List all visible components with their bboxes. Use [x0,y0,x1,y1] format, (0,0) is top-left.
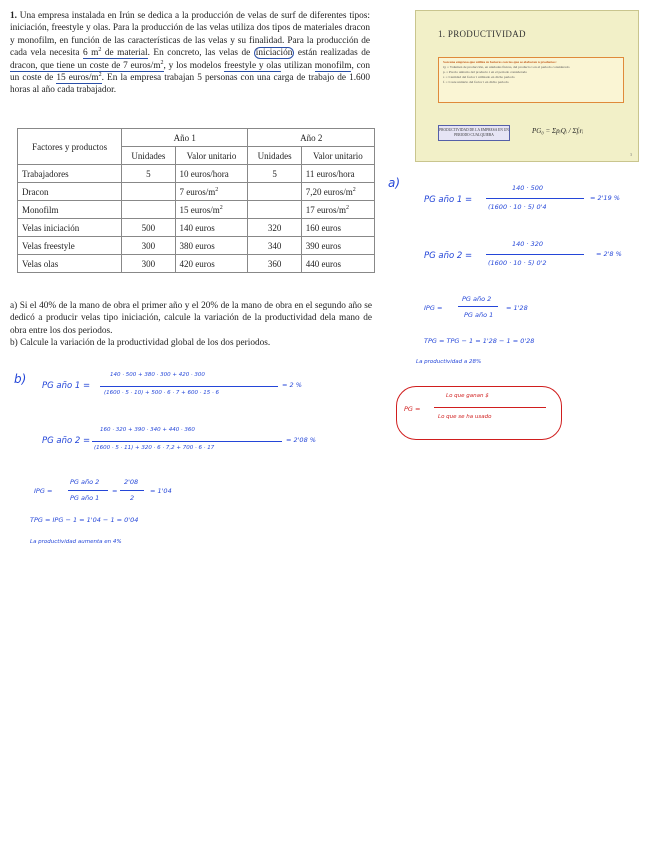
hw-b2-res: = 2'08 % [286,436,316,444]
table-row [18,183,375,201]
hw-conclusion-a: La productividad a 28% [416,359,482,365]
hw-ipg-den: PG año 1 [464,311,494,319]
underline-dracon: dracon, que tiene un coste de 7 euros/$m^2$ [10,59,164,71]
row-value-1: 15 euros/$m^2$ [175,201,248,219]
row-value-1: 10 euros/hora [175,165,248,183]
problem-text-5: utilizan [281,60,315,71]
hw-bipg-lhs: IPG = [34,487,53,495]
hw-pg2-num: 140 · 320 [512,240,544,248]
row-units-2: 340 [248,237,301,255]
data-table [17,128,375,273]
row-value-2: 390 euros [301,237,374,255]
slide-title: 1. PRODUCTIVIDAD [438,29,526,39]
slide-button-label: PRODUCTIVIDAD DE LA EMPRESA EN UN PERIODO CUALQUIERA [438,125,510,141]
underline-monofilm-cost: 15 euros/$m^2$ [56,71,102,84]
row-units-1: 300 [122,237,175,255]
row-name: Velas freestyle [18,237,122,255]
hw-ipg-lhs: IPG = [424,304,443,312]
hw-def-num: Lo que ganan $ [446,393,489,399]
productivity-slide [415,10,639,162]
questions [10,300,372,350]
subheader-units-2: Unidades [248,147,301,165]
hw-ipg-fraction-bar [458,306,498,307]
hw-b1-den: (1600 · 5 · 10) + 500 · 6 · 7 + 600 · 15 · 6 [104,390,219,396]
slide-box-line: Qᵢ = Volumen de producción, en unidades físicas, del producto i en el periodo considerado [443,65,570,69]
row-units-1 [122,183,175,201]
table-header-row [18,129,375,147]
hw-bipg-eq: = [112,487,118,495]
problem-text-6: , con un coste de [10,60,371,84]
table-row [18,201,375,219]
hw-bipg-fraction-bar [68,490,108,491]
hw-pg1-den: (1600 · 10 · 5) 0'4 [488,203,547,211]
header-year1: Año 1 [122,129,248,147]
problem-text-3: están realizadas de [294,48,370,59]
hw-def-fraction-bar [434,407,546,408]
hw-pg1-num: 140 · 500 [512,184,544,192]
row-units-2: 360 [248,255,301,273]
hw-bipg-mid-den: 2 [130,494,135,502]
hw-ipg-res: = 1'28 [506,304,528,312]
slide-box-head: Son una empresa que utiliza m factores con los que se elaboran n productos: [443,60,557,64]
problem-text-4: , y los modelos [163,60,225,71]
table-row [18,237,375,255]
subheader-value-2: Valor unitario [301,147,374,165]
subheader-units-1: Unidades [122,147,175,165]
row-units-2: 5 [248,165,301,183]
row-name: Trabajadores [18,165,122,183]
header-factores: Factores y productos [18,129,122,165]
hw-bipg-mid-num: 2'08 [124,478,139,486]
subheader-value-1: Valor unitario [175,147,248,165]
row-value-2: 11 euros/hora [301,165,374,183]
hw-pg2-fraction-bar [486,254,584,255]
table-row [18,255,375,273]
hw-b2-num: 160 · 320 + 390 · 340 + 440 · 360 [100,427,195,433]
hw-label-b: b) [14,372,27,386]
hw-b2-den: (1600 · 5 · 11) + 320 · 6 · 7,2 + 700 · 6 · 17 [94,445,215,451]
hw-bipg-res: = 1'04 [150,487,172,495]
hw-b1-res: = 2 % [282,381,302,389]
hw-pg2-res: = 2'8 % [596,250,622,258]
slide-box-line: rᵢ = Cantidad del factor i utilizado en dicho periodo [443,75,515,79]
row-value-2: 440 euros [301,255,374,273]
slide-box-line: pᵢ = Precio unitario del producto i en el periodo considerado [443,70,527,74]
hw-def-den: Lo que se ha usado [438,414,492,420]
row-units-2 [248,183,301,201]
row-name: Monofilm [18,201,122,219]
underline-material: 6 $m^2$ de material [82,47,148,59]
hw-b2-lhs: PG año 2 = [42,436,91,446]
underline-monofilm: monofilm [314,60,352,71]
hw-pg2-lhs: PG año 2 = [424,251,473,261]
hw-tpg-line: TPG = TPG − 1 = 1'28 − 1 = 0'28 [424,337,535,345]
slide-formula: PG₀ = ΣpᵢQᵢ / Σfᵢrᵢ [532,127,584,135]
hw-def-lhs: PG = [404,405,421,413]
hw-pg2-den: (1600 · 10 · 5) 0'2 [488,259,547,267]
hw-b1-fraction-bar [100,386,278,387]
problem-text-7: . En la empresa trabajan 5 personas con una carga de trabajo de 1.600 horas al año cada trabajador. [10,73,370,96]
table-row [18,165,375,183]
row-value-1: 7 euros/$m^2$ [175,183,248,201]
hw-b2-fraction-bar [92,441,282,442]
row-units-1 [122,201,175,219]
row-value-2: 7,20 euros/$m^2$ [301,183,374,201]
row-units-2: 320 [248,219,301,237]
slide-box-line: fᵢ = Coste unitario del factor i en dicho periodo [443,80,509,84]
row-value-2: 160 euros [301,219,374,237]
row-units-2 [248,201,301,219]
problem-number: 1. [10,11,17,21]
row-value-2: 17 euros/$m^2$ [301,201,374,219]
slide-page-number: 3 [630,152,632,157]
row-units-1: 5 [122,165,175,183]
table-row [18,219,375,237]
hw-btpg-line: TPG = IPG − 1 = 1'04 − 1 = 0'04 [30,516,139,524]
hw-bipg-mid-bar [120,490,144,491]
header-year2: Año 2 [248,129,375,147]
row-name: Velas olas [18,255,122,273]
slide-definitions-box [438,57,624,103]
row-units-1: 500 [122,219,175,237]
hw-b1-lhs: PG año 1 = [42,381,91,391]
question-a: a) Si el 40% de la mano de obra el primer año y el 20% de la mano de obra en el segundo año se dedicó a producir velas tipo iniciación, calcule la variación de la productividad dela mano de obra entre los dos periodos. [10,301,372,336]
hw-pg1-lhs: PG año 1 = [424,195,473,205]
row-name: Velas iniciación [18,219,122,237]
hw-ipg-num: PG año 2 [462,295,492,303]
hw-bipg-den: PG año 1 [70,494,100,502]
hw-b1-num: 140 · 500 + 380 · 300 + 420 · 300 [110,372,205,378]
circled-iniciacion: iniciación [255,48,293,59]
row-value-1: 420 euros [175,255,248,273]
row-units-1: 300 [122,255,175,273]
question-b: b) Calcule la variación de la productividad global de los dos periodos. [10,338,271,349]
hw-pg1-res: = 2'19 % [590,194,620,202]
hw-pg1-fraction-bar [486,198,584,199]
hw-bipg-num: PG año 2 [70,478,100,486]
row-value-1: 140 euros [175,219,248,237]
row-value-1: 380 euros [175,237,248,255]
hw-conclusion-b: La productividad aumenta en 4% [30,539,122,545]
hw-label-a: a) [388,176,401,190]
problem-statement [10,10,370,97]
row-name: Dracon [18,183,122,201]
problem-text-1: Una empresa instalada en Irún se dedica a la producción de velas de surf de diferentes tipos: iniciación, freestyle y olas. Para la producción de las velas utiliza dos tipos de materiales dracon y monofilm, en función de las características de las velas y su finalidad. Para la producción de cada vela necesita [10,11,370,59]
underline-freestyle: freestyle y olas [224,60,282,71]
problem-text-2: . En concreto, las velas de [147,48,254,59]
